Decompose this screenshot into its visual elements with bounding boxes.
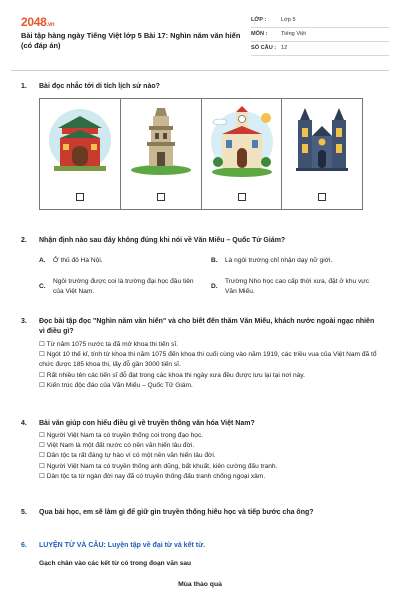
image-option-1 bbox=[40, 99, 121, 209]
meta-key: SỐ CÂU : bbox=[251, 44, 277, 51]
answer-option[interactable]: ☐ Dân tộc ta từ ngàn đời nay đã có truyền thống đấu tranh chống ngoại xâm. bbox=[39, 472, 266, 480]
option-text: Là ngôi trường chỉ nhận dạy nữ giới. bbox=[225, 257, 333, 264]
temple-gate-image bbox=[46, 102, 114, 180]
answer-option[interactable]: ☐ Từ năm 1075 nước ta đã mở khoa thi tiến sĩ. bbox=[39, 341, 179, 348]
option-letter: D. bbox=[211, 283, 218, 290]
option-text: Ngôi trường được coi là trường đại học đầu tiên của Việt Nam. bbox=[53, 278, 194, 295]
image-option-3 bbox=[202, 99, 283, 209]
option-c[interactable] bbox=[39, 277, 204, 301]
answer-option[interactable]: ☐ Ngót 10 thế kỉ, tính từ khoa thi năm 1075 đến khoa thi cuối cùng vào năm 1919, các triều vua của Việt Nam đã tổ chức được 185 khoa thi, lấy đỗ gần 3000 tiến sĩ. bbox=[39, 351, 377, 369]
meta-row-subject bbox=[251, 28, 389, 42]
question-number: 4. bbox=[21, 420, 27, 427]
answer-option[interactable]: ☐ Việt Nam là một đất nước có nền văn hiến lâu đời. bbox=[39, 442, 195, 450]
option-letter: C. bbox=[39, 283, 46, 290]
option-text: Trường Nho học cao cấp thời xưa, đặt ở khu vực Văn Miếu. bbox=[225, 278, 369, 295]
q6-instruction: Gạch chân vào các kết từ có trong đoạn văn sau bbox=[39, 560, 192, 567]
answer-option[interactable]: ☐ Người Việt Nam ta có truyền thống anh dũng, bất khuất, kiên cường đấu tranh. bbox=[39, 462, 278, 470]
header-divider bbox=[11, 70, 389, 71]
logo-suffix: .vn bbox=[46, 22, 55, 28]
question-text: Bài đọc nhắc tới di tích lịch sử nào? bbox=[39, 83, 160, 90]
worksheet bbox=[11, 0, 389, 600]
logo-text: 2048 bbox=[21, 15, 47, 29]
meta-key: MÔN : bbox=[251, 30, 268, 37]
question-number: 5. bbox=[21, 509, 27, 516]
option-checkbox[interactable] bbox=[238, 193, 246, 201]
option-d[interactable] bbox=[211, 277, 381, 301]
question-text: LUYỆN TỪ VÀ CÂU: Luyện tập về đại từ và kết từ. bbox=[39, 542, 206, 549]
question-number: 6. bbox=[21, 542, 27, 549]
meta-key: LỚP : bbox=[251, 16, 267, 23]
q4-answer-list bbox=[39, 431, 384, 482]
option-letter: B. bbox=[211, 257, 218, 264]
question-text: Nhận định nào sau đây không đúng khi nói về Văn Miếu – Quốc Tử Giám? bbox=[39, 237, 286, 244]
meta-row-class bbox=[251, 14, 389, 28]
image-options bbox=[39, 98, 363, 210]
question-text: Qua bài học, em sẽ làm gì để giữ gìn truyền thống hiếu học và tiếp bước cha ông? bbox=[39, 509, 314, 516]
worksheet-title: Bài tập hàng ngày Tiếng Việt lớp 5 Bài 17: Nghìn năm văn hiến (có đáp án) bbox=[21, 31, 241, 51]
question-number: 2. bbox=[21, 237, 27, 244]
option-letter: A. bbox=[39, 257, 46, 264]
question-number: 1. bbox=[21, 83, 27, 90]
option-checkbox[interactable] bbox=[157, 193, 165, 201]
question-number: 3. bbox=[21, 318, 27, 325]
q3-answer-list bbox=[39, 340, 384, 391]
image-option-2 bbox=[121, 99, 202, 209]
image-option-4 bbox=[282, 99, 362, 209]
passage-title: Mùa thảo quả bbox=[178, 581, 222, 588]
option-text: Ở thủ đô Hà Nội. bbox=[53, 257, 103, 264]
option-checkbox[interactable] bbox=[318, 193, 326, 201]
tower-image bbox=[127, 102, 195, 180]
answer-option[interactable]: ☐ Rất nhiều tên các tiến sĩ đỗ đạt trong các khoa thi ngày xưa đều được lưu lại tại nơi này. bbox=[39, 371, 305, 379]
answer-option[interactable]: ☐ Kiến trúc độc đáo của Văn Miếu – Quốc Tử Giám. bbox=[39, 381, 193, 389]
cathedral-image bbox=[288, 102, 356, 180]
meta-row-count bbox=[251, 42, 389, 56]
meta-value: 12 bbox=[281, 44, 288, 51]
answer-option[interactable]: ☐ Người Việt Nam ta có truyền thống coi trọng đạo học. bbox=[39, 432, 204, 439]
answer-option[interactable]: ☐ Dân tộc ta rất đáng tự hào vì có một nền văn hiến lâu đời. bbox=[39, 452, 216, 460]
option-checkbox[interactable] bbox=[76, 193, 84, 201]
meta-value: Lớp 5 bbox=[281, 16, 296, 23]
station-image bbox=[208, 102, 276, 180]
question-text: Đọc bài tập đọc "Nghìn năm văn hiến" và cho biết đến thăm Văn Miếu, khách nước ngoài ngạc nhiên vì điều gì? bbox=[39, 318, 375, 336]
site-logo[interactable] bbox=[21, 14, 54, 30]
worksheet-header bbox=[11, 8, 389, 66]
question-text: Bài văn giúp con hiểu điều gì về truyền thống văn hóa Việt Nam? bbox=[39, 420, 255, 427]
meta-value: Tiếng Việt bbox=[281, 30, 306, 37]
worksheet-meta bbox=[251, 14, 389, 56]
